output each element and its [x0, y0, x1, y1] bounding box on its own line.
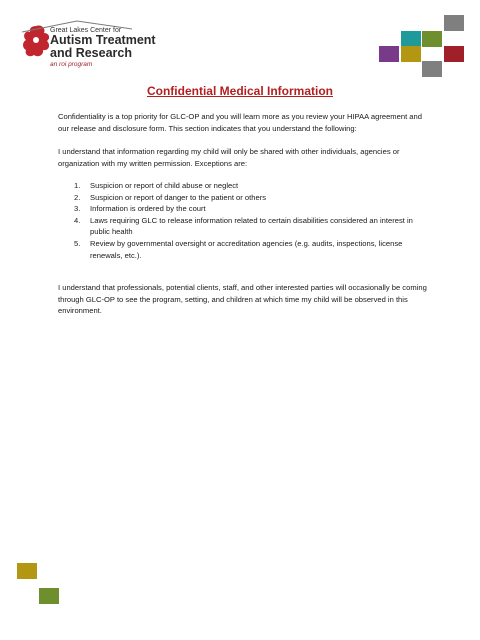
page-title: Confidential Medical Information — [146, 84, 333, 98]
list-item-text: Review by governmental oversight or accreditation agencies (e.g. audits, inspections, license renewals, etc.). — [90, 238, 403, 260]
observation-paragraph: I understand that professionals, potential clients, staff, and other interested parties will occasionally be coming through GLC-OP to see the program, setting, and children at which time my child will be observed in this environment. — [58, 283, 427, 316]
list-item-text: Information is ordered by the court — [90, 204, 206, 214]
list-item — [58, 192, 432, 204]
logo-subtitle: an roi program — [50, 61, 93, 68]
decor-square-olive — [401, 46, 421, 62]
list-item — [58, 180, 432, 192]
decor-square-crimson — [444, 46, 464, 62]
list-item — [58, 203, 432, 215]
decor-square-gray-bottom — [422, 61, 442, 77]
list-item-number: 1. — [74, 181, 81, 190]
decor-square-green — [422, 31, 442, 47]
list-item-number: 5. — [74, 238, 81, 248]
decor-square-olive-bottom — [17, 563, 37, 579]
list-item — [58, 238, 432, 261]
logo-top-line: Great Lakes Center for — [50, 27, 122, 34]
list-item-text: Suspicion or report of child abuse or neglect — [90, 181, 239, 190]
decor-square-teal — [401, 31, 421, 47]
organization-logo — [22, 20, 162, 72]
logo-main-line2: and Research — [50, 46, 132, 60]
decor-square-purple — [379, 46, 399, 62]
list-item-number: 4. — [74, 215, 81, 225]
list-item-number: 3. — [74, 204, 81, 214]
list-item — [58, 215, 432, 238]
list-item-text: Laws requiring GLC to release information related to certain disabilities considered an interest in public health — [90, 215, 413, 237]
intro-paragraph: Confidentiality is a top priority for GLC-OP and you will learn more as you review your HIPAA agreement and our release and disclosure form. This section indicates that you understand the following: — [58, 112, 422, 133]
list-item-text: Suspicion or report of danger to the patient or others — [90, 192, 267, 202]
list-item-number: 2. — [74, 192, 81, 202]
logo-main-line1: Autism Treatment — [50, 33, 156, 47]
exceptions-list — [58, 180, 432, 261]
decor-square-gray-top — [444, 15, 464, 31]
permission-paragraph: I understand that information regarding my child will only be shared with other individuals, agencies or organization with my written permission. Exceptions are: — [58, 147, 400, 168]
decor-square-green-bottom — [39, 588, 59, 604]
